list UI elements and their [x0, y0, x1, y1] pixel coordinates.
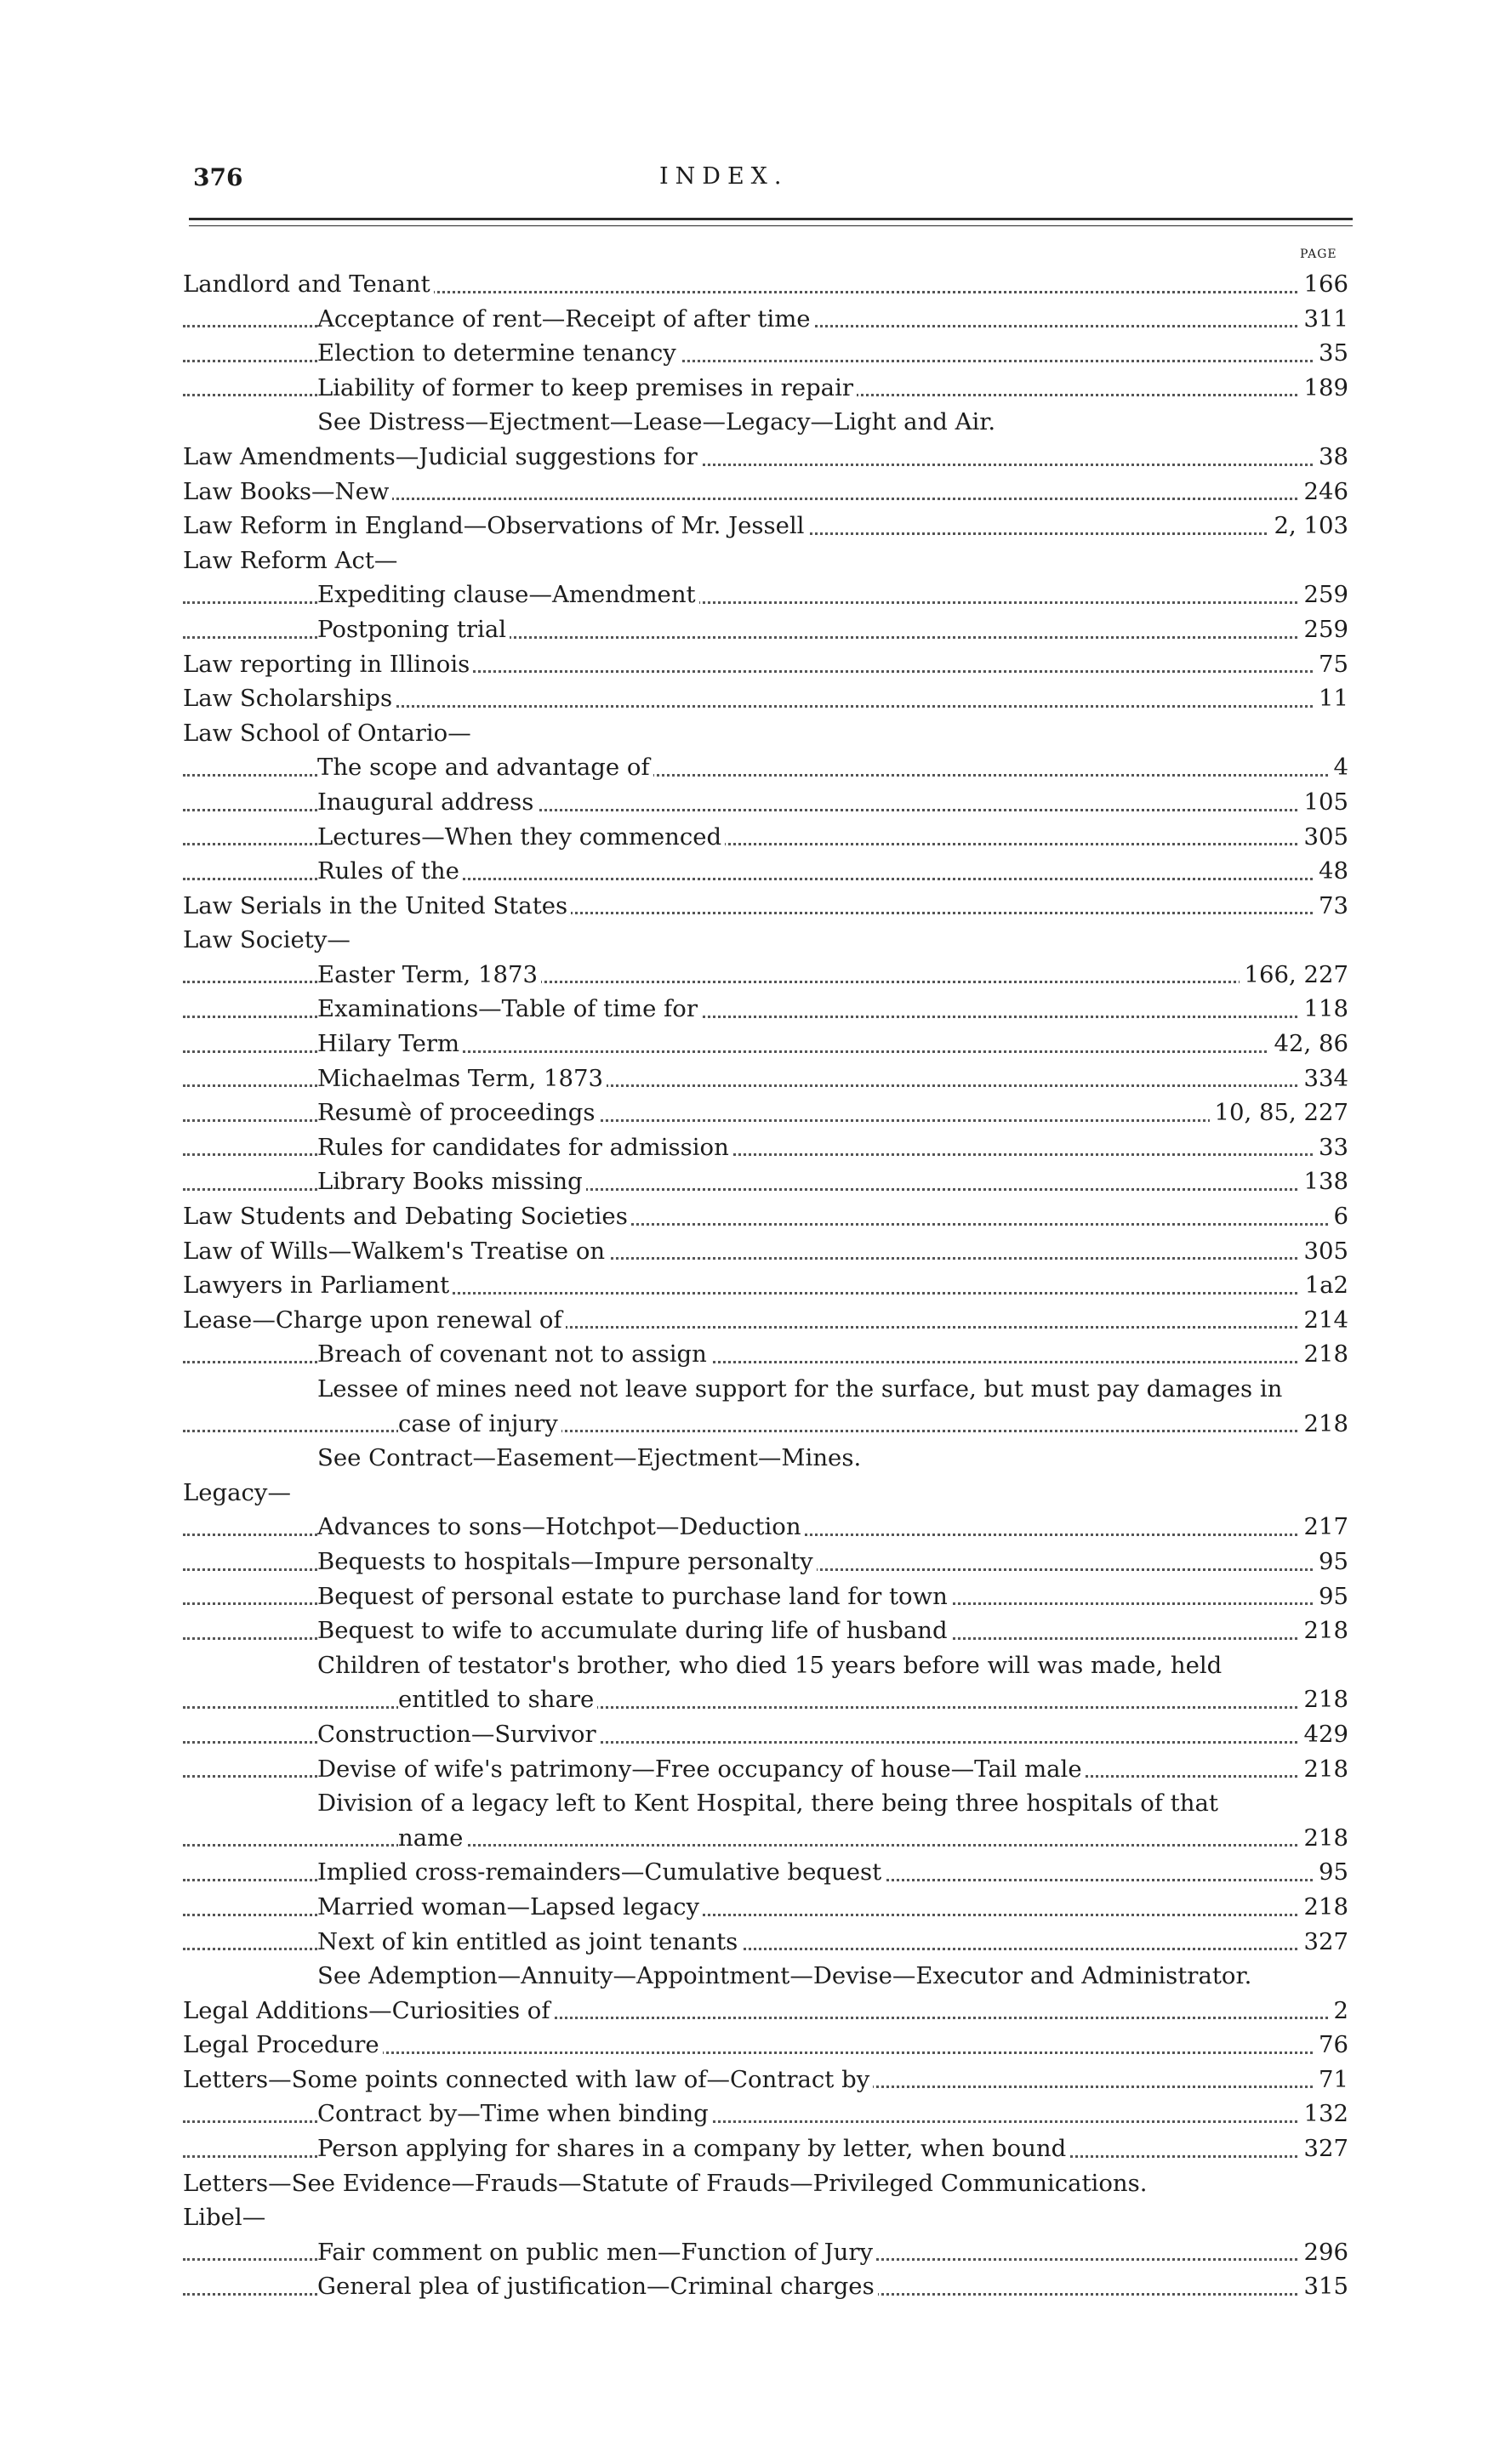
index-term: Law Students and Debating Societies [183, 1203, 631, 1230]
index-entry [183, 681, 1348, 716]
index-term: Rules of the [317, 857, 463, 885]
page-reference: 305 [1299, 1234, 1349, 1269]
index-term: Legacy— [183, 1479, 294, 1506]
index-entry [183, 2166, 1348, 2201]
index-term: See Distress—Ejectment—Lease—Legacy—Light and Air. [317, 408, 999, 435]
index-term: Devise of wife's patrimony—Free occupancy of house—Tail male [317, 1756, 1086, 1783]
index-term: Next of kin entitled as joint tenants [317, 1928, 741, 1955]
index-entry [183, 509, 1348, 543]
index-term: Acceptance of rent—Receipt of after time [317, 305, 814, 333]
index-term: Bequests to hospitals—Impure personalty [317, 1548, 817, 1575]
page-reference: 76 [1314, 2028, 1348, 2063]
index-entry [183, 1648, 1348, 1683]
page-reference: 42, 86 [1269, 1027, 1348, 1061]
header-rule-thick [189, 218, 1353, 220]
index-term: Law Scholarships [183, 685, 396, 712]
index-entry [183, 1130, 1348, 1165]
index-entry [183, 716, 1348, 751]
index-entry [183, 1199, 1348, 1234]
page-column-label: PAGE [1300, 248, 1337, 261]
page-reference: 259 [1299, 612, 1349, 647]
index-term: case of injury [398, 1410, 561, 1437]
index-term: Law Reform Act— [183, 547, 401, 574]
page-reference: 10, 85, 227 [1210, 1095, 1348, 1130]
index-entry [183, 1786, 1348, 1821]
page-reference: 296 [1299, 2235, 1349, 2270]
index-entry [183, 405, 1348, 440]
index-term: Resumè of proceedings [317, 1099, 598, 1126]
page-reference: 217 [1299, 1510, 1349, 1545]
index-term: Law Books—New [183, 478, 392, 505]
index-entry [183, 2028, 1348, 2063]
page-title: INDEX. [659, 163, 789, 190]
page-reference: 38 [1314, 440, 1348, 475]
page-reference: 311 [1299, 302, 1349, 337]
index-entry [183, 1268, 1348, 1303]
page-reference: 75 [1314, 647, 1348, 682]
index-entry [183, 1441, 1348, 1476]
index-entry [183, 1303, 1348, 1338]
index-term: Lawyers in Parliament [183, 1272, 453, 1299]
index-term: Lectures—When they commenced [317, 823, 725, 851]
index-term: Liability of former to keep premises in repair [317, 374, 857, 401]
index-term: Expediting clause—Amendment [317, 581, 699, 608]
index-entry [183, 854, 1348, 889]
index-term: Letters—See Evidence—Frauds—Statute of Frauds—Privileged Communications. [183, 2170, 1150, 2197]
index-term: Division of a legacy left to Kent Hospital, there being three hospitals of that [317, 1790, 1222, 1817]
index-term: Implied cross-remainders—Cumulative bequest [317, 1858, 885, 1886]
index-entry [183, 1407, 1348, 1442]
index-term: entitled to share [398, 1686, 597, 1713]
index-term: Landlord and Tenant [183, 270, 434, 298]
index-entry [183, 1752, 1348, 1787]
index-term: Library Books missing [317, 1168, 586, 1195]
index-entry [183, 958, 1348, 993]
index-term: See Ademption—Annuity—Appointment—Devise—Executor and Administrator. [317, 1962, 1255, 1989]
index-term: The scope and advantage of [317, 754, 653, 781]
page-reference: 218 [1299, 1613, 1349, 1648]
page-reference: 4 [1329, 750, 1349, 785]
index-term: Michaelmas Term, 1873 [317, 1065, 607, 1092]
index-term: Children of testator's brother, who died 15 years before will was made, held [317, 1652, 1225, 1679]
index-term: Law School of Ontario— [183, 720, 475, 747]
index-entry [183, 1821, 1348, 1856]
index-entry [183, 475, 1348, 509]
index-entry [183, 785, 1348, 820]
index-term: Fair comment on public men—Function of Jury [317, 2239, 876, 2266]
page-reference: 246 [1299, 475, 1349, 509]
index-entry [183, 1095, 1348, 1130]
index-term: Letters—Some points connected with law of—Contract by [183, 2066, 873, 2093]
header-rule-thin [189, 225, 1353, 226]
index-term: Easter Term, 1873 [317, 961, 541, 988]
index-term: Bequest of personal estate to purchase land for town [317, 1583, 951, 1610]
index-term: See Contract—Easement—Ejectment—Mines. [317, 1444, 864, 1471]
page-reference: 48 [1314, 854, 1348, 889]
page-reference: 118 [1299, 992, 1349, 1027]
index-term: Postponing trial [317, 616, 510, 643]
page-reference: 315 [1299, 2269, 1349, 2304]
index-entry [183, 1545, 1348, 1579]
index-entry [183, 612, 1348, 647]
index-entry [183, 1027, 1348, 1061]
index-term: Examinations—Table of time for [317, 995, 701, 1022]
page-reference: 6 [1329, 1199, 1349, 1234]
page-reference: 2, 103 [1269, 509, 1348, 543]
index-term: Legal Additions—Curiosities of [183, 1997, 554, 2024]
page-reference: 11 [1314, 681, 1348, 716]
page-reference: 95 [1314, 1855, 1348, 1890]
index-term: Lessee of mines need not leave support for the surface, but must pay damages in [317, 1375, 1285, 1403]
leader-dots [183, 1706, 1348, 1709]
page-reference: 138 [1299, 1164, 1349, 1199]
page-reference: 105 [1299, 785, 1349, 820]
page-reference: 218 [1299, 1682, 1349, 1717]
index-entry [183, 820, 1348, 855]
index-entry [183, 1234, 1348, 1269]
index-entry [183, 1613, 1348, 1648]
index-entry [183, 440, 1348, 475]
index-term: name [398, 1824, 466, 1852]
index-term: Law of Wills—Walkem's Treatise on [183, 1238, 608, 1265]
page-reference: 166 [1299, 267, 1349, 302]
page-reference: 95 [1314, 1545, 1348, 1579]
index-term: Breach of covenant not to assign [317, 1340, 710, 1368]
page-reference: 218 [1299, 1752, 1349, 1787]
index-term: Law Society— [183, 926, 354, 953]
page-reference: 259 [1299, 578, 1349, 612]
page-number: 376 [193, 163, 243, 191]
index-entry [183, 1925, 1348, 1960]
page-reference: 71 [1314, 2063, 1348, 2097]
index-term: Inaugural address [317, 788, 537, 816]
index-entry [183, 1337, 1348, 1372]
page-reference: 189 [1299, 371, 1349, 406]
index-term: Libel— [183, 2204, 269, 2231]
index-entry [183, 2269, 1348, 2304]
page-reference: 218 [1299, 1407, 1349, 1442]
leader-dots [183, 1430, 1348, 1432]
index-entry [183, 267, 1348, 302]
index-entry [183, 336, 1348, 371]
index-entry [183, 992, 1348, 1027]
index-term: Lease—Charge upon renewal of [183, 1306, 566, 1334]
page-reference: 35 [1314, 336, 1348, 371]
index-term: Law reporting in Illinois [183, 651, 473, 678]
index-entry [183, 2063, 1348, 2097]
page-reference: 334 [1299, 1061, 1349, 1096]
index-entry [183, 2235, 1348, 2270]
index-entry [183, 578, 1348, 612]
page-reference: 218 [1299, 1890, 1349, 1925]
index-entry [183, 2097, 1348, 2131]
index-term: Rules for candidates for admission [317, 1134, 732, 1161]
index-term: Construction—Survivor [317, 1721, 600, 1748]
page-reference: 166, 227 [1240, 958, 1348, 993]
page-reference: 305 [1299, 820, 1349, 855]
index-entry [183, 1682, 1348, 1717]
page-reference: 327 [1299, 2131, 1349, 2166]
page-reference: 1a2 [1300, 1268, 1348, 1303]
page-reference: 33 [1314, 1130, 1348, 1165]
index-term: Contract by—Time when binding [317, 2100, 712, 2127]
page-reference: 2 [1329, 1994, 1349, 2029]
index-entry [183, 2200, 1348, 2235]
index-term: Married woman—Lapsed legacy [317, 1893, 703, 1921]
index-term: Law Reform in England—Observations of Mr. Jessell [183, 512, 807, 539]
page-reference: 429 [1299, 1717, 1349, 1752]
page-reference: 218 [1299, 1337, 1349, 1372]
index-entry [183, 1890, 1348, 1925]
page-reference: 73 [1314, 889, 1348, 924]
page-reference: 218 [1299, 1821, 1349, 1856]
index-term: General plea of justification—Criminal charges [317, 2273, 878, 2300]
index-entry [183, 1061, 1348, 1096]
index-entry [183, 543, 1348, 578]
index-entry [183, 1959, 1348, 1994]
index-entry [183, 647, 1348, 682]
index-entry [183, 1372, 1348, 1407]
index-entry [183, 923, 1348, 958]
index-term: Law Amendments—Judicial suggestions for [183, 443, 701, 470]
index-entry [183, 2131, 1348, 2166]
page-reference: 132 [1299, 2097, 1349, 2131]
page-reference: 95 [1314, 1579, 1348, 1614]
index-term: Hilary Term [317, 1030, 463, 1057]
index-entry [183, 889, 1348, 924]
index-entry [183, 750, 1348, 785]
page-reference: 327 [1299, 1925, 1349, 1960]
index-entry [183, 1476, 1348, 1511]
index-entry [183, 1510, 1348, 1545]
index-term: Legal Procedure [183, 2031, 383, 2058]
index-entry [183, 1994, 1348, 2029]
index-term: Election to determine tenancy [317, 339, 680, 367]
index-term: Person applying for shares in a company by letter, when bound [317, 2135, 1069, 2162]
index-term: Law Serials in the United States [183, 892, 571, 919]
index-entry [183, 1717, 1348, 1752]
index-entry [183, 302, 1348, 337]
index-list [183, 267, 1348, 2304]
index-entry [183, 1579, 1348, 1614]
leader-dots [183, 1844, 1348, 1847]
page-header [183, 163, 1348, 206]
index-entry [183, 1164, 1348, 1199]
index-term: Advances to sons—Hotchpot—Deduction [317, 1513, 805, 1540]
index-term: Bequest to wife to accumulate during life of husband [317, 1617, 951, 1644]
index-entry [183, 1855, 1348, 1890]
page-reference: 214 [1299, 1303, 1349, 1338]
index-entry [183, 371, 1348, 406]
